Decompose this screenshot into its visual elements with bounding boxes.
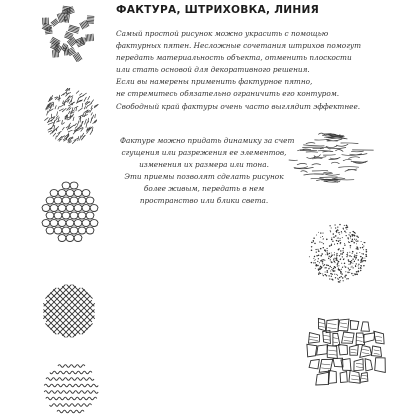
intro-paragraph	[116, 28, 361, 113]
paragraph-line: или стать основой для декоративного решения.	[116, 65, 310, 75]
paragraph-line: Самый простой рисунок можно украсить с помощью	[116, 29, 329, 38]
paragraph-line: пространство или блики света.	[139, 196, 269, 206]
dense-hatch-texture	[40, 88, 100, 146]
hatch-clusters-texture	[38, 4, 100, 62]
dynamics-paragraph	[120, 135, 295, 208]
paragraph-line: Свободный край фактуры очень часто выглядит эффектнее.	[116, 101, 361, 111]
paragraph-line: изменения их размера или тона.	[139, 160, 269, 170]
scales-texture	[38, 180, 102, 244]
paragraph-line: сгущения или разрежения ее элементов,	[121, 148, 287, 158]
paragraph-line: Если вы намерены применить фактурное пятно,	[116, 77, 313, 87]
paragraph-line: передать материальность объекта, отменить плоскости	[116, 53, 352, 63]
flowing-strokes-texture	[283, 128, 393, 188]
paragraph-line: более живым, передать в нем	[143, 184, 265, 194]
crosshatch-grid-texture	[38, 280, 100, 342]
paragraph-line: Фактуре можно придать динамику за счет	[120, 136, 295, 145]
paragraph-line: не стремитесь обязательно ограничить его контуром.	[116, 89, 340, 99]
wavy-lines-texture	[38, 360, 102, 418]
paragraph-line: Эти приемы позволят сделать рисунок	[124, 172, 284, 182]
paragraph-line: фактурных пятен. Несложные сочетания штрихов помогут	[116, 41, 362, 51]
page-title: ФАКТУРА, ШТРИХОВКА, ЛИНИЯ	[116, 4, 319, 16]
stipple-dots-texture	[306, 222, 370, 284]
crumpled-mosaic-texture	[300, 315, 390, 390]
